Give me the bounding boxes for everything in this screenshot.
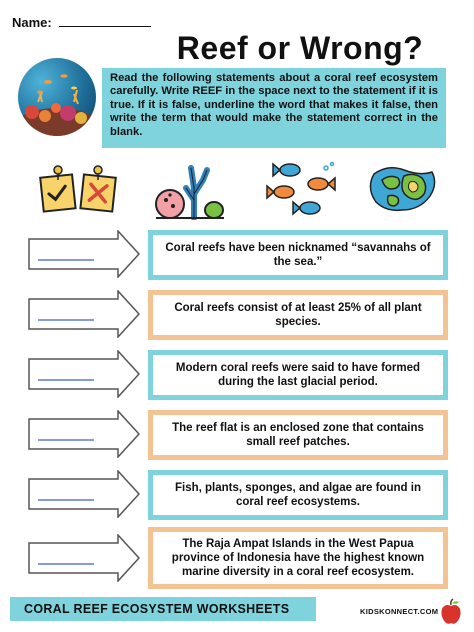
statement-text: Modern coral reefs were said to have formed during the last glacial period. [148,350,448,400]
page-title: Reef or Wrong? [176,30,424,66]
answer-arrow-box[interactable] [28,410,140,458]
statement-row-4 [0,410,474,460]
statement-text: The Raja Ampat Islands in the West Papua province of Indonesia have the highest known marine diversity in a coral reef ecosystem. [148,527,448,589]
reef-map-icon [364,162,440,218]
brand-label: KIDSKONNECT.COM [360,607,439,616]
statement-text: Coral reefs consist of at least 25% of all plant species. [148,290,448,340]
instructions-box: Read the following statements about a coral reef ecosystem carefully. Write REEF in the space next to the statement if it is true. If it is false, underline the word that makes it false, then write the term that would make the statement correct in the blank. [102,68,446,148]
name-label: Name: [12,15,52,30]
statement-row-1 [0,230,474,280]
true-false-notes-icon [38,162,120,220]
answer-arrow-box[interactable] [28,350,140,398]
statement-text: The reef flat is an enclosed zone that contains small reef patches. [148,410,448,460]
statement-row-2 [0,290,474,340]
apple-logo-icon [440,598,462,624]
name-field [12,14,151,30]
answer-arrow-box[interactable] [28,290,140,338]
name-blank[interactable] [59,14,151,27]
answer-arrow-box[interactable] [28,230,140,278]
coral-icon [152,160,228,220]
statement-row-6 [0,527,474,589]
statement-row-5 [0,470,474,520]
statement-row-3 [0,350,474,400]
footer-title: CORAL REEF ECOSYSTEM WORKSHEETS [10,597,316,621]
statement-text: Fish, plants, sponges, and algae are found in coral reef ecosystems. [148,470,448,520]
reef-photo [18,58,96,136]
fish-school-icon [262,160,342,220]
icon-strip [0,160,474,220]
answer-arrow-box[interactable] [28,470,140,518]
answer-arrow-box[interactable] [28,534,140,582]
statement-text: Coral reefs have been nicknamed “savannahs of the sea.” [148,230,448,280]
